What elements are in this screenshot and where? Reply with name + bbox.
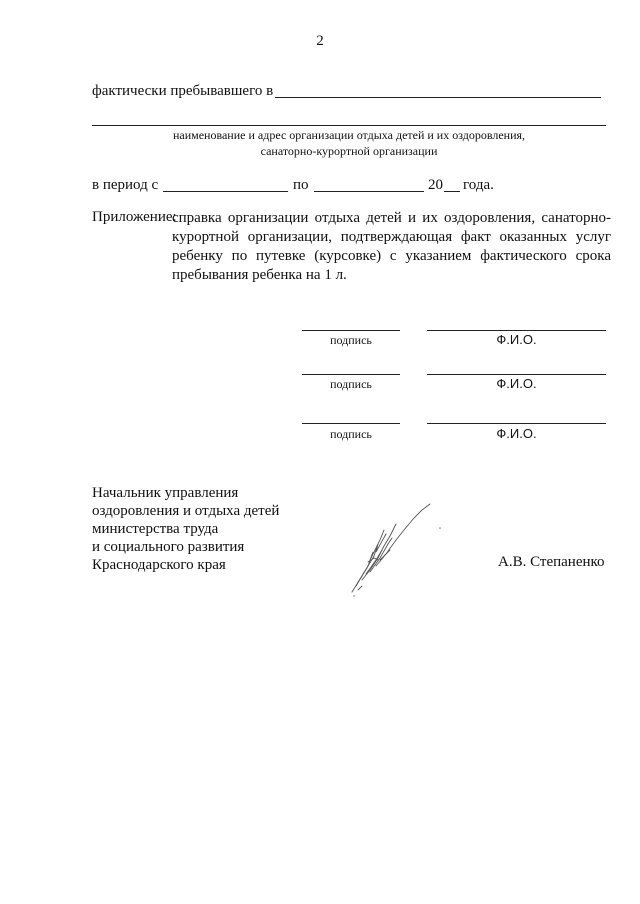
period-end-blank (314, 191, 424, 192)
organization-caption-line2: санаторно-курортной организации (260, 144, 438, 158)
stay-label: фактически пребывавшего в (92, 83, 274, 99)
page-number: 2 (316, 33, 324, 49)
period-prefix: в период с (92, 177, 159, 193)
signature-caption: подпись (330, 427, 372, 441)
name-line (427, 374, 606, 375)
signature-caption: подпись (330, 377, 372, 391)
signer-position (92, 484, 279, 574)
stay-blank-line (275, 97, 601, 98)
signer-position-line: оздоровления и отдыха детей (92, 503, 280, 519)
period-year-prefix: 20 (428, 177, 443, 193)
organization-blank-line (92, 125, 606, 126)
signer-name: А.В. Степаненко (498, 554, 605, 570)
name-caption: Ф.И.О. (496, 426, 537, 441)
appendix-text: справка организации отдыха детей и их оздоровления, санаторно-курортной организации, подтверждающая факт оказанных услуг ребенку по путевке (курсовке) с указанием фактического срока пребывания ребенка на 1 л. (172, 210, 611, 283)
period-start-blank (163, 191, 288, 192)
organization-caption-line1: наименование и адрес организации отдыха детей и их оздоровления, (172, 128, 526, 142)
name-line (427, 423, 606, 424)
period-middle: по (293, 177, 309, 193)
name-line (427, 330, 606, 331)
name-caption: Ф.И.О. (496, 376, 537, 391)
period-suffix: года. (463, 177, 494, 193)
signer-position-line: Краснодарского края (92, 557, 226, 573)
name-caption: Ф.И.О. (496, 332, 537, 347)
signer-position-line: Начальник управления (92, 485, 239, 501)
period-year-blank (444, 191, 460, 192)
signer-position-line: министерства труда (92, 521, 219, 537)
signature-line (302, 374, 400, 375)
signature-line (302, 330, 400, 331)
signer-position-line: и социального развития (92, 539, 245, 555)
handwritten-signature (340, 500, 450, 600)
appendix-label: Приложение: (92, 209, 177, 225)
signature-line (302, 423, 400, 424)
signature-caption: подпись (330, 333, 372, 347)
